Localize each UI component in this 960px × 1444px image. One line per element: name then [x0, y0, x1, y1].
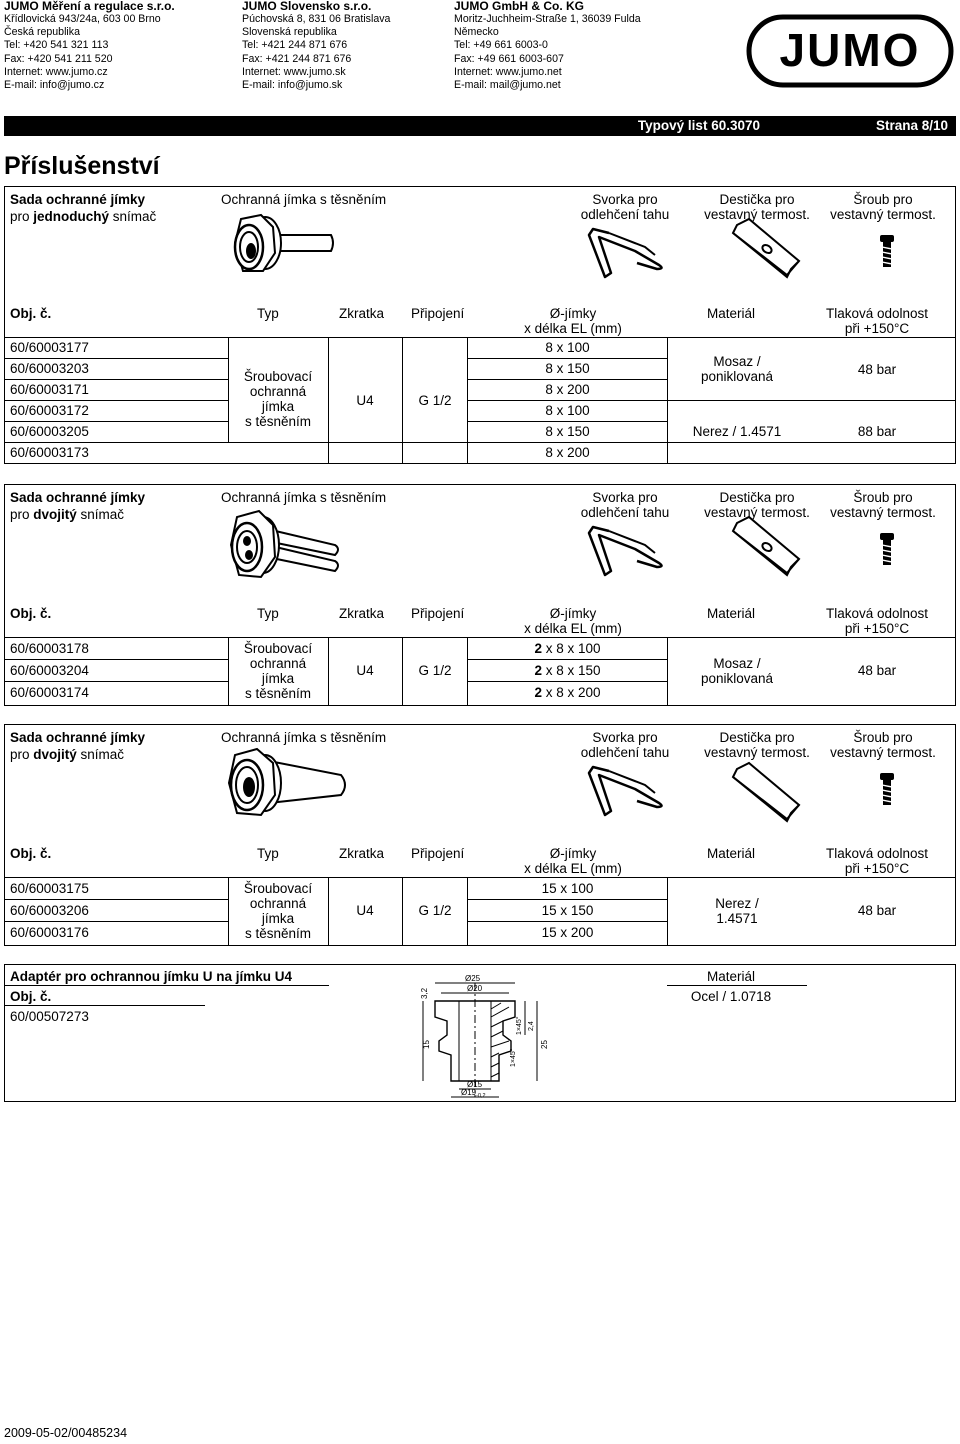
col-dim: Ø-jímky x délka EL (mm)	[524, 606, 622, 636]
footer-doc-id: 2009-05-02/00485234	[4, 1426, 128, 1440]
well-seal-label: Ochranná jímka s těsněním	[221, 490, 387, 505]
address-line: Tel: +49 661 6003-0	[454, 39, 548, 52]
dim-chamfer-b: 1×45°	[510, 1048, 517, 1067]
address-line: Česká republika	[4, 26, 80, 39]
jumo-logo	[746, 14, 954, 88]
dimension-cell: 8 x 100	[545, 403, 590, 418]
firm-name: JUMO Měření a regulace s.r.o.	[4, 0, 175, 13]
col-obj: Obj. č.	[10, 846, 52, 861]
dim-d20: Ø20	[467, 984, 483, 993]
address-line: Moritz-Juchheim-Straße 1, 36039 Fulda	[454, 13, 641, 25]
order-number: 60/60003175	[10, 881, 89, 896]
clamp-label: Svorka pro odlehčení tahu	[580, 490, 670, 520]
col-dim: Ø-jímky x délka EL (mm)	[524, 306, 622, 336]
material-cell: Mosaz / poniklovaná	[700, 656, 774, 686]
col-dim: Ø-jímky x délka EL (mm)	[524, 846, 622, 876]
row-rule	[467, 681, 667, 682]
title-rule	[667, 985, 807, 986]
row-rule	[5, 358, 228, 359]
plate-label: Destička pro vestavný termost.	[704, 730, 810, 760]
address-line: Křídlovická 943/24a, 603 00 Brno	[4, 13, 161, 25]
row-rule	[467, 358, 667, 359]
col-obj: Obj. č.	[10, 606, 52, 621]
section-single-sensor	[4, 186, 956, 464]
clamp-drawing	[585, 221, 665, 281]
col-material: Materiál	[706, 306, 755, 321]
pressure-cell: 48 bar	[857, 362, 897, 377]
dimension-cell: 8 x 150	[545, 424, 590, 439]
adapter-drawing	[405, 969, 565, 1101]
well-seal-label: Ochranná jímka s těsněním	[221, 730, 387, 745]
row-rule	[467, 400, 667, 401]
col-typ: Typ	[257, 306, 279, 321]
address-line: E-mail: info@jumo.cz	[4, 79, 105, 92]
plate-label: Destička pro vestavný termost.	[704, 192, 810, 222]
pressure-cell: 48 bar	[857, 903, 897, 918]
connection-cell: G 1/2	[418, 393, 452, 408]
dim-d19: $Ø19_{-0,2}$	[461, 1088, 486, 1099]
dim-h24: 2,4	[528, 1021, 535, 1031]
col-pressure: Tlaková odolnost při +150°C	[825, 846, 929, 876]
address-brno	[4, 0, 175, 92]
order-number: 60/60003205	[10, 424, 89, 439]
dimension-cell: 2 x 8 x 100	[534, 641, 601, 656]
row-rule	[467, 421, 667, 422]
row-rule	[667, 400, 955, 401]
plate-drawing	[729, 515, 805, 579]
code-cell: U4	[356, 393, 374, 408]
col-pressure: Tlaková odolnost při +150°C	[825, 306, 929, 336]
logo-text: JUMO	[779, 24, 921, 76]
col-zkratka: Zkratka	[339, 606, 385, 621]
order-number: 60/60003171	[10, 382, 89, 397]
order-number: 60/60003206	[10, 903, 89, 918]
code-cell: U4	[356, 663, 374, 678]
dim-chamfer-a: 1×45°	[516, 1016, 523, 1035]
firm-name: JUMO GmbH & Co. KG	[454, 0, 585, 13]
section-subtitle: pro dvojitý snímač	[10, 747, 125, 762]
clamp-drawing	[585, 759, 665, 819]
row-rule	[5, 421, 228, 422]
col-zkratka: Zkratka	[339, 306, 385, 321]
pressure-cell: 48 bar	[857, 663, 897, 678]
address-line: Internet: www.jumo.sk	[242, 65, 346, 78]
col-zkratka: Zkratka	[339, 846, 385, 861]
address-line: Internet: www.jumo.net	[454, 65, 562, 78]
dimension-cell: 15 x 200	[541, 925, 594, 940]
address-bratislava	[242, 0, 390, 92]
address-line: Tel: +420 541 321 113	[4, 39, 109, 52]
connection-cell: G 1/2	[418, 663, 452, 678]
address-line: Fax: +49 661 6003-607	[454, 52, 564, 65]
dimension-cell: 2 x 8 x 200	[534, 685, 601, 700]
section-title: Sada ochranné jímky	[10, 730, 146, 745]
col-pressure: Tlaková odolnost při +150°C	[825, 606, 929, 636]
screw-drawing	[877, 531, 897, 567]
dual-well-drawing	[223, 505, 343, 597]
dimension-cell: 2 x 8 x 150	[534, 663, 601, 678]
dimension-cell: 8 x 200	[545, 445, 590, 460]
type-cell: Šroubovací ochranná jímka s těsněním	[243, 881, 313, 941]
dimension-cell: 15 x 150	[541, 903, 594, 918]
clamp-drawing	[585, 519, 665, 579]
section-subtitle: pro jednoduchý snímač	[10, 209, 157, 224]
dimension-cell: 8 x 200	[545, 382, 590, 397]
material-cell: Nerez / 1.4571	[715, 896, 759, 926]
plate-label: Destička pro vestavný termost.	[704, 490, 810, 520]
section-dual-sensor-15	[4, 724, 956, 946]
row-rule	[467, 659, 667, 660]
screw-drawing	[877, 771, 897, 807]
order-number: 60/60003176	[10, 925, 89, 940]
order-number: 60/60003172	[10, 403, 89, 418]
row-rule	[5, 379, 228, 380]
dimension-cell: 15 x 100	[541, 881, 594, 896]
order-number: 60/60003203	[10, 361, 89, 376]
material-cell: Mosaz / poniklovaná	[700, 354, 774, 384]
address-line: Tel: +421 244 871 676	[242, 39, 348, 52]
adapter-material: Ocel / 1.0718	[690, 989, 772, 1004]
clamp-label: Svorka pro odlehčení tahu	[580, 192, 670, 222]
row-rule	[467, 379, 667, 380]
plate-drawing	[729, 761, 805, 825]
row-rule	[5, 877, 955, 878]
section-title: Sada ochranné jímky	[10, 192, 146, 207]
col-material: Materiál	[706, 606, 755, 621]
order-number: 60/60003204	[10, 663, 89, 678]
adapter-material-label: Materiál	[706, 969, 755, 984]
pressure-cell: 88 bar	[857, 424, 897, 439]
single-well-drawing	[227, 213, 337, 295]
page-label: Strana 8/10	[875, 118, 948, 133]
address-line: Fax: +420 541 211 520	[4, 52, 113, 65]
title-rule	[5, 1005, 205, 1006]
large-well-drawing	[221, 745, 351, 835]
address-line: Fax: +421 244 871 676	[242, 52, 352, 65]
adapter-order-number: 60/00507273	[10, 1009, 89, 1024]
row-rule	[467, 921, 667, 922]
section-subtitle: pro dvojitý snímač	[10, 507, 125, 522]
dimension-cell: 8 x 100	[545, 340, 590, 355]
address-line: E-mail: mail@jumo.net	[454, 79, 561, 92]
address-line: E-mail: info@jumo.sk	[242, 79, 343, 92]
col-pripojeni: Připojení	[411, 606, 465, 621]
order-number: 60/60003177	[10, 340, 89, 355]
row-rule	[5, 337, 955, 338]
row-rule	[5, 899, 228, 900]
info-bar	[4, 116, 956, 136]
row-rule	[5, 681, 228, 682]
order-number: 60/60003178	[10, 641, 89, 656]
col-typ: Typ	[257, 846, 279, 861]
firm-name: JUMO Slovensko s.r.o.	[242, 0, 372, 13]
section-adapter	[4, 964, 956, 1102]
col-rule	[667, 637, 668, 705]
screw-label: Šroub pro vestavný termost.	[830, 730, 936, 760]
col-material: Materiál	[706, 846, 755, 861]
dim-h32: 3,2	[420, 987, 429, 999]
material-cell: Nerez / 1.4571	[692, 424, 782, 439]
dimension-cell: 8 x 150	[545, 361, 590, 376]
row-rule	[5, 442, 955, 443]
col-obj: Obj. č.	[10, 306, 52, 321]
col-rule	[667, 337, 668, 463]
row-rule	[5, 659, 228, 660]
col-pripojeni: Připojení	[411, 306, 465, 321]
doc-label: Typový list 60.3070	[637, 118, 760, 133]
adapter-title: Adaptér pro ochrannou jímku U na jímku U4	[10, 969, 293, 984]
dim-h15: 15	[422, 1040, 431, 1049]
col-rule	[667, 877, 668, 945]
screw-label: Šroub pro vestavný termost.	[830, 192, 936, 222]
screw-drawing	[877, 233, 897, 269]
adapter-obj-label: Obj. č.	[10, 989, 52, 1004]
dim-d15: Ø15	[467, 1080, 483, 1089]
col-typ: Typ	[257, 606, 279, 621]
page-title: Příslušenství	[4, 152, 160, 180]
type-cell: Šroubovací ochranná jímka s těsněním	[243, 369, 313, 429]
well-seal-label: Ochranná jímka s těsněním	[221, 192, 387, 207]
address-line: Německo	[454, 26, 499, 39]
section-dual-sensor-8	[4, 484, 956, 706]
code-cell: U4	[356, 903, 374, 918]
dim-d25: Ø25	[465, 974, 481, 983]
clamp-label: Svorka pro odlehčení tahu	[580, 730, 670, 760]
row-rule	[5, 921, 228, 922]
title-rule	[5, 985, 329, 986]
address-fulda	[454, 0, 641, 92]
dim-h25: 25	[540, 1040, 549, 1049]
connection-cell: G 1/2	[418, 903, 452, 918]
row-rule	[467, 899, 667, 900]
plate-drawing	[729, 217, 805, 281]
order-number: 60/60003174	[10, 685, 89, 700]
row-rule	[5, 400, 228, 401]
address-line: Slovenská republika	[242, 26, 337, 39]
row-rule	[5, 637, 955, 638]
screw-label: Šroub pro vestavný termost.	[830, 490, 936, 520]
section-title: Sada ochranné jímky	[10, 490, 146, 505]
order-number: 60/60003173	[10, 445, 89, 460]
type-cell: Šroubovací ochranná jímka s těsněním	[243, 641, 313, 701]
address-line: Púchovská 8, 831 06 Bratislava	[242, 13, 391, 25]
col-pripojeni: Připojení	[411, 846, 465, 861]
address-line: Internet: www.jumo.cz	[4, 65, 108, 78]
